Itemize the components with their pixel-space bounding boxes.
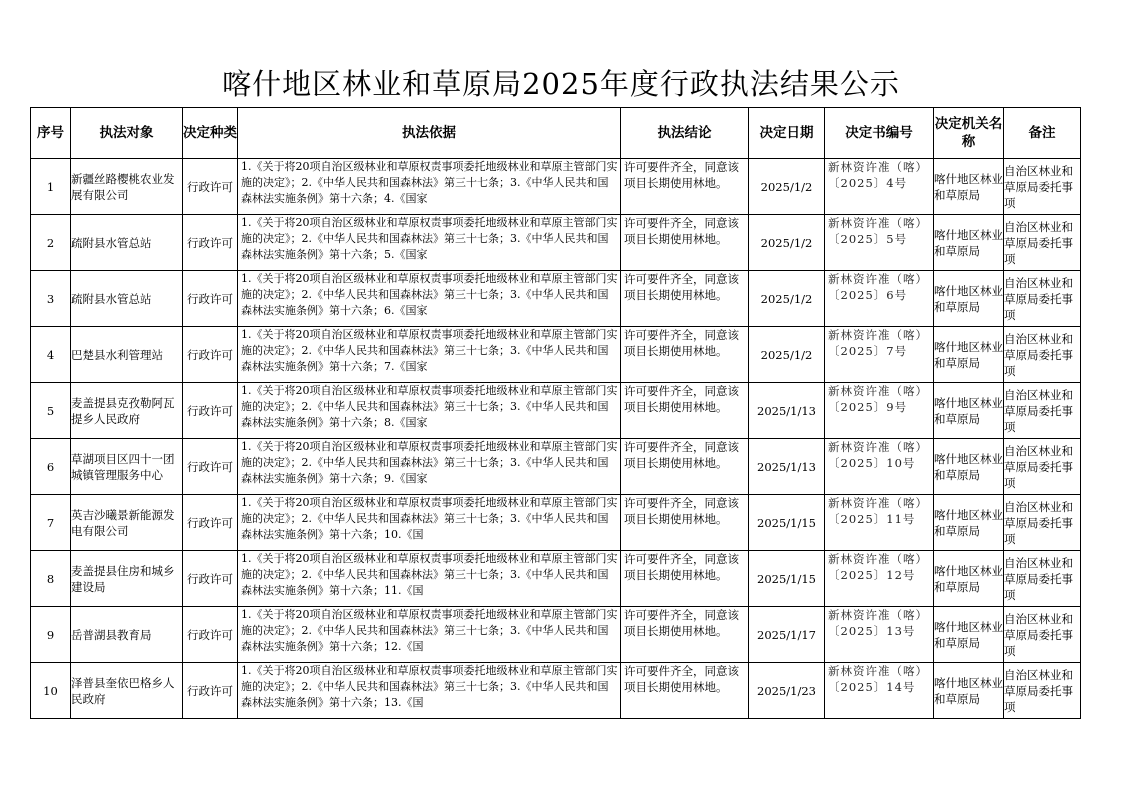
cell-agency: 喀什地区林业和草原局 (934, 383, 1004, 439)
cell-conclusion (621, 271, 749, 327)
cell-target: 巴楚县水利管理站 (71, 327, 183, 383)
cell-remark: 自治区林业和草原局委托事项 (1004, 607, 1081, 663)
cell-target: 疏附县水管总站 (71, 215, 183, 271)
cell-doc-no-text: 新林资许准（喀）〔2025〕12号 (828, 552, 928, 582)
cell-type: 行政许可 (183, 327, 238, 383)
cell-target: 新疆丝路樱桃农业发展有限公司 (71, 159, 183, 215)
cell-type: 行政许可 (183, 271, 238, 327)
cell-doc-no-text: 新林资许准（喀）〔2025〕9号 (828, 384, 928, 414)
cell-agency: 喀什地区林业和草原局 (934, 551, 1004, 607)
cell-basis (238, 159, 621, 215)
cell-agency: 喀什地区林业和草原局 (934, 495, 1004, 551)
cell-basis (238, 327, 621, 383)
cell-seq: 4 (31, 327, 71, 383)
cell-conclusion (621, 327, 749, 383)
header-type: 决定种类 (183, 108, 238, 159)
cell-remark: 自治区林业和草原局委托事项 (1004, 159, 1081, 215)
cell-doc-no (825, 327, 934, 383)
cell-basis (238, 215, 621, 271)
cell-conclusion-text: 许可要件齐全，同意该项目长期使用林地。 (624, 328, 739, 358)
cell-conclusion-text: 许可要件齐全，同意该项目长期使用林地。 (624, 496, 739, 526)
cell-seq: 5 (31, 383, 71, 439)
cell-conclusion-text: 许可要件齐全，同意该项目长期使用林地。 (624, 552, 739, 582)
cell-remark: 自治区林业和草原局委托事项 (1004, 327, 1081, 383)
cell-basis (238, 607, 621, 663)
cell-remark: 自治区林业和草原局委托事项 (1004, 439, 1081, 495)
cell-date: 2025/1/23 (749, 663, 825, 719)
cell-type: 行政许可 (183, 439, 238, 495)
table-header-row (31, 108, 1081, 159)
cell-basis (238, 383, 621, 439)
cell-remark: 自治区林业和草原局委托事项 (1004, 215, 1081, 271)
cell-date: 2025/1/13 (749, 439, 825, 495)
cell-seq: 7 (31, 495, 71, 551)
cell-seq: 6 (31, 439, 71, 495)
cell-seq: 9 (31, 607, 71, 663)
page-title: 喀什地区林业和草原局2025年度行政执法结果公示 (222, 67, 900, 101)
cell-doc-no-text: 新林资许准（喀）〔2025〕6号 (828, 272, 928, 302)
header-doc-no: 决定书编号 (825, 108, 934, 159)
cell-conclusion (621, 495, 749, 551)
cell-basis-text: 1.《关于将20项自治区级林业和草原权责事项委托地级林业和草原主管部门实施的决定》；2.《中华人民共和国森林法》第三十七条；3.《中华人民共和国森林法实施条例》第十六条；5.《国家 (241, 216, 618, 261)
cell-basis-text: 1.《关于将20项自治区级林业和草原权责事项委托地级林业和草原主管部门实施的决定》；2.《中华人民共和国森林法》第三十七条；3.《中华人民共和国森林法实施条例》第十六条；13.《国 (241, 664, 618, 709)
cell-target: 岳普湖县教育局 (71, 607, 183, 663)
cell-conclusion (621, 439, 749, 495)
cell-basis-text: 1.《关于将20项自治区级林业和草原权责事项委托地级林业和草原主管部门实施的决定》；2.《中华人民共和国森林法》第三十七条；3.《中华人民共和国森林法实施条例》第十六条；11.《国 (241, 552, 618, 597)
cell-remark: 自治区林业和草原局委托事项 (1004, 383, 1081, 439)
cell-date: 2025/1/17 (749, 607, 825, 663)
cell-doc-no (825, 271, 934, 327)
table-row (31, 495, 1081, 551)
cell-doc-no-text: 新林资许准（喀）〔2025〕10号 (828, 440, 928, 470)
table-row (31, 663, 1081, 719)
cell-basis (238, 663, 621, 719)
cell-doc-no-text: 新林资许准（喀）〔2025〕13号 (828, 608, 928, 638)
header-date: 决定日期 (749, 108, 825, 159)
cell-seq: 3 (31, 271, 71, 327)
table-row (31, 607, 1081, 663)
cell-target: 疏附县水管总站 (71, 271, 183, 327)
cell-date: 2025/1/2 (749, 327, 825, 383)
header-conclusion: 执法结论 (621, 108, 749, 159)
cell-date: 2025/1/13 (749, 383, 825, 439)
cell-type: 行政许可 (183, 495, 238, 551)
table-row (31, 159, 1081, 215)
cell-doc-no (825, 663, 934, 719)
cell-basis-text: 1.《关于将20项自治区级林业和草原权责事项委托地级林业和草原主管部门实施的决定》；2.《中华人民共和国森林法》第三十七条；3.《中华人民共和国森林法实施条例》第十六条；9.《国家 (241, 440, 618, 485)
cell-basis-text: 1.《关于将20项自治区级林业和草原权责事项委托地级林业和草原主管部门实施的决定》；2.《中华人民共和国森林法》第三十七条；3.《中华人民共和国森林法实施条例》第十六条；7.《国家 (241, 328, 618, 373)
table-row (31, 327, 1081, 383)
enforcement-results-table (30, 107, 1081, 719)
cell-target: 麦盖提县克孜勒阿瓦提乡人民政府 (71, 383, 183, 439)
cell-type: 行政许可 (183, 159, 238, 215)
cell-doc-no (825, 495, 934, 551)
cell-conclusion-text: 许可要件齐全，同意该项目长期使用林地。 (624, 160, 739, 190)
cell-basis (238, 551, 621, 607)
cell-date: 2025/1/2 (749, 215, 825, 271)
header-target: 执法对象 (71, 108, 183, 159)
cell-conclusion-text: 许可要件齐全，同意该项目长期使用林地。 (624, 384, 739, 414)
cell-conclusion-text: 许可要件齐全，同意该项目长期使用林地。 (624, 664, 739, 694)
cell-target: 草湖项目区四十一团城镇管理服务中心 (71, 439, 183, 495)
cell-basis-text: 1.《关于将20项自治区级林业和草原权责事项委托地级林业和草原主管部门实施的决定》；2.《中华人民共和国森林法》第三十七条；3.《中华人民共和国森林法实施条例》第十六条；12.《国 (241, 608, 618, 653)
cell-conclusion-text: 许可要件齐全，同意该项目长期使用林地。 (624, 216, 739, 246)
cell-date: 2025/1/15 (749, 551, 825, 607)
cell-doc-no (825, 383, 934, 439)
cell-conclusion (621, 663, 749, 719)
cell-date: 2025/1/15 (749, 495, 825, 551)
cell-basis (238, 495, 621, 551)
cell-type: 行政许可 (183, 663, 238, 719)
cell-type: 行政许可 (183, 607, 238, 663)
cell-conclusion (621, 551, 749, 607)
cell-type: 行政许可 (183, 215, 238, 271)
cell-seq: 8 (31, 551, 71, 607)
table-row (31, 215, 1081, 271)
cell-basis-text: 1.《关于将20项自治区级林业和草原权责事项委托地级林业和草原主管部门实施的决定》；2.《中华人民共和国森林法》第三十七条；3.《中华人民共和国森林法实施条例》第十六条；8.《国家 (241, 384, 618, 429)
table-row (31, 551, 1081, 607)
cell-doc-no-text: 新林资许准（喀）〔2025〕11号 (828, 496, 928, 526)
cell-seq: 10 (31, 663, 71, 719)
cell-target: 泽普县奎依巴格乡人民政府 (71, 663, 183, 719)
cell-doc-no (825, 159, 934, 215)
cell-conclusion (621, 607, 749, 663)
cell-doc-no-text: 新林资许准（喀）〔2025〕5号 (828, 216, 928, 246)
cell-doc-no-text: 新林资许准（喀）〔2025〕4号 (828, 160, 928, 190)
cell-target: 英吉沙曦景新能源发电有限公司 (71, 495, 183, 551)
header-basis: 执法依据 (238, 108, 621, 159)
cell-conclusion-text: 许可要件齐全，同意该项目长期使用林地。 (624, 608, 739, 638)
cell-doc-no (825, 607, 934, 663)
cell-remark: 自治区林业和草原局委托事项 (1004, 271, 1081, 327)
cell-conclusion (621, 159, 749, 215)
table-row (31, 271, 1081, 327)
cell-seq: 1 (31, 159, 71, 215)
table-row (31, 439, 1081, 495)
cell-remark: 自治区林业和草原局委托事项 (1004, 551, 1081, 607)
cell-agency: 喀什地区林业和草原局 (934, 215, 1004, 271)
cell-date: 2025/1/2 (749, 271, 825, 327)
cell-type: 行政许可 (183, 551, 238, 607)
cell-agency: 喀什地区林业和草原局 (934, 607, 1004, 663)
cell-agency: 喀什地区林业和草原局 (934, 439, 1004, 495)
header-agency: 决定机关名称 (934, 108, 1004, 159)
cell-type: 行政许可 (183, 383, 238, 439)
table-row (31, 383, 1081, 439)
cell-remark: 自治区林业和草原局委托事项 (1004, 663, 1081, 719)
cell-basis-text: 1.《关于将20项自治区级林业和草原权责事项委托地级林业和草原主管部门实施的决定》；2.《中华人民共和国森林法》第三十七条；3.《中华人民共和国森林法实施条例》第十六条；10.《国 (241, 496, 618, 541)
cell-target: 麦盖提县住房和城乡建设局 (71, 551, 183, 607)
cell-conclusion (621, 215, 749, 271)
cell-agency: 喀什地区林业和草原局 (934, 271, 1004, 327)
cell-conclusion-text: 许可要件齐全，同意该项目长期使用林地。 (624, 272, 739, 302)
header-seq: 序号 (31, 108, 71, 159)
cell-doc-no (825, 215, 934, 271)
cell-doc-no-text: 新林资许准（喀）〔2025〕14号 (828, 664, 928, 694)
cell-agency: 喀什地区林业和草原局 (934, 663, 1004, 719)
cell-agency: 喀什地区林业和草原局 (934, 159, 1004, 215)
cell-remark: 自治区林业和草原局委托事项 (1004, 495, 1081, 551)
cell-date: 2025/1/2 (749, 159, 825, 215)
cell-agency: 喀什地区林业和草原局 (934, 327, 1004, 383)
header-remark: 备注 (1004, 108, 1081, 159)
cell-seq: 2 (31, 215, 71, 271)
cell-doc-no (825, 439, 934, 495)
cell-basis-text: 1.《关于将20项自治区级林业和草原权责事项委托地级林业和草原主管部门实施的决定》；2.《中华人民共和国森林法》第三十七条；3.《中华人民共和国森林法实施条例》第十六条；4.《国家 (241, 160, 618, 205)
cell-basis-text: 1.《关于将20项自治区级林业和草原权责事项委托地级林业和草原主管部门实施的决定》；2.《中华人民共和国森林法》第三十七条；3.《中华人民共和国森林法实施条例》第十六条；6.《国家 (241, 272, 618, 317)
cell-conclusion-text: 许可要件齐全，同意该项目长期使用林地。 (624, 440, 739, 470)
cell-doc-no (825, 551, 934, 607)
cell-conclusion (621, 383, 749, 439)
cell-basis (238, 271, 621, 327)
cell-doc-no-text: 新林资许准（喀）〔2025〕7号 (828, 328, 928, 358)
cell-basis (238, 439, 621, 495)
